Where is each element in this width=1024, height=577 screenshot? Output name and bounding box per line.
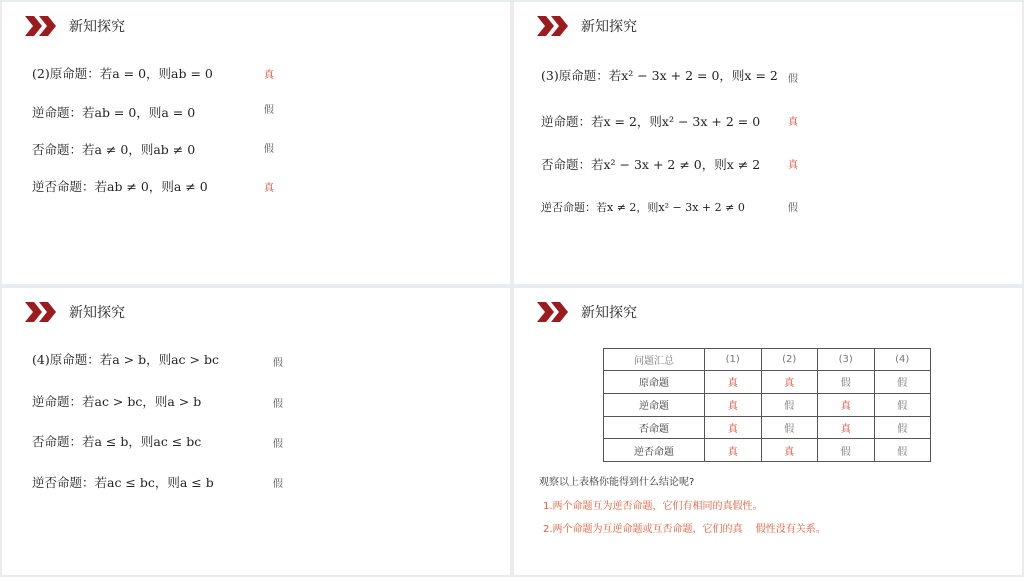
table-row (604, 416, 931, 439)
table-cell: 真 (705, 393, 762, 416)
inverse-proposition: 否命题：若x² − 3x + 2 ≠ 0，则x ≠ 2 (541, 157, 761, 172)
table-cell: 假 (761, 416, 818, 439)
truth-value: 真 (264, 70, 274, 81)
table-row (604, 439, 931, 462)
column-header: (4) (874, 349, 931, 371)
inverse-proposition: 否命题：若a ≤ b，则ac ≤ bc (32, 434, 202, 449)
converse-proposition: 逆命题：若x = 2，则x² − 3x + 2 = 0 (541, 114, 761, 129)
table-cell: 假 (874, 416, 931, 439)
original-proposition: (2)原命题：若a = 0，则ab = 0 (32, 66, 213, 81)
table-cell: 真 (705, 416, 762, 439)
table-cell: 真 (761, 371, 818, 394)
table-cell: 假 (874, 439, 931, 462)
inverse-proposition: 否命题：若a ≠ 0，则ab ≠ 0 (32, 142, 196, 157)
column-header: (3) (818, 349, 875, 371)
truth-value: 真 (788, 117, 798, 128)
table-cell: 假 (818, 439, 875, 462)
conclusion-1: 1.两个命题互为逆否命题，它们有相同的真假性。 (543, 501, 763, 512)
row-label: 逆否命题 (604, 439, 705, 462)
truth-value: 真 (264, 183, 274, 194)
table-cell: 真 (705, 439, 762, 462)
truth-value: 假 (264, 105, 274, 116)
truth-value: 假 (273, 479, 283, 490)
section-title: 新知探究 (69, 19, 125, 35)
table-header-row (604, 349, 931, 371)
table-cell: 真 (818, 393, 875, 416)
original-proposition: (4)原命题：若a > b，则ac > bc (32, 352, 219, 367)
original-proposition: (3)原命题：若x² − 3x + 2 = 0，则x = 2 (541, 68, 778, 83)
column-header: (2) (761, 349, 818, 371)
table-row (604, 393, 931, 416)
section-header (537, 15, 637, 37)
contrapositive-proposition: 逆否命题：若x ≠ 2，则x² − 3x + 2 ≠ 0 (541, 201, 745, 214)
question-text: 观察以上表格你能得到什么结论呢? (539, 477, 695, 488)
truth-value: 假 (788, 203, 798, 214)
converse-proposition: 逆命题：若ac > bc，则a > b (32, 394, 202, 409)
column-header: 问题汇总 (604, 349, 705, 371)
section-header (25, 15, 125, 37)
truth-value: 假 (273, 399, 283, 410)
contrapositive-proposition: 逆否命题：若ab ≠ 0，则a ≠ 0 (32, 179, 208, 194)
conclusion-2: 2.两个命题为互逆命题或互否命题，它们的真 假性没有关系。 (543, 524, 826, 535)
table-cell: 真 (818, 416, 875, 439)
row-label: 逆命题 (604, 393, 705, 416)
section-title: 新知探究 (69, 305, 125, 321)
section-title: 新知探究 (581, 305, 637, 321)
section-title: 新知探究 (581, 19, 637, 35)
section-header (537, 301, 637, 323)
row-label: 原命题 (604, 371, 705, 394)
slide-panel-2 (2, 2, 510, 284)
truth-value: 假 (273, 439, 283, 450)
section-header (25, 301, 125, 323)
table-cell: 真 (705, 371, 762, 394)
table-row (604, 371, 931, 394)
row-label: 否命题 (604, 416, 705, 439)
table-cell: 真 (761, 439, 818, 462)
truth-value: 假 (273, 358, 283, 369)
slide-panel-summary (514, 288, 1022, 575)
slide-panel-3 (514, 2, 1022, 284)
double-chevron-icon (25, 16, 61, 36)
truth-value: 假 (788, 74, 798, 85)
slide-panel-4 (2, 288, 510, 575)
table-cell: 假 (818, 371, 875, 394)
double-chevron-icon (537, 302, 573, 322)
table-cell: 假 (761, 393, 818, 416)
column-header: (1) (705, 349, 762, 371)
truth-value: 真 (788, 160, 798, 171)
contrapositive-proposition: 逆否命题：若ac ≤ bc，则a ≤ b (32, 475, 214, 490)
summary-table (603, 348, 931, 462)
double-chevron-icon (25, 302, 61, 322)
double-chevron-icon (537, 16, 573, 36)
table-cell: 假 (874, 371, 931, 394)
table-cell: 假 (874, 393, 931, 416)
converse-proposition: 逆命题：若ab = 0，则a = 0 (32, 105, 196, 120)
truth-value: 假 (264, 144, 274, 155)
